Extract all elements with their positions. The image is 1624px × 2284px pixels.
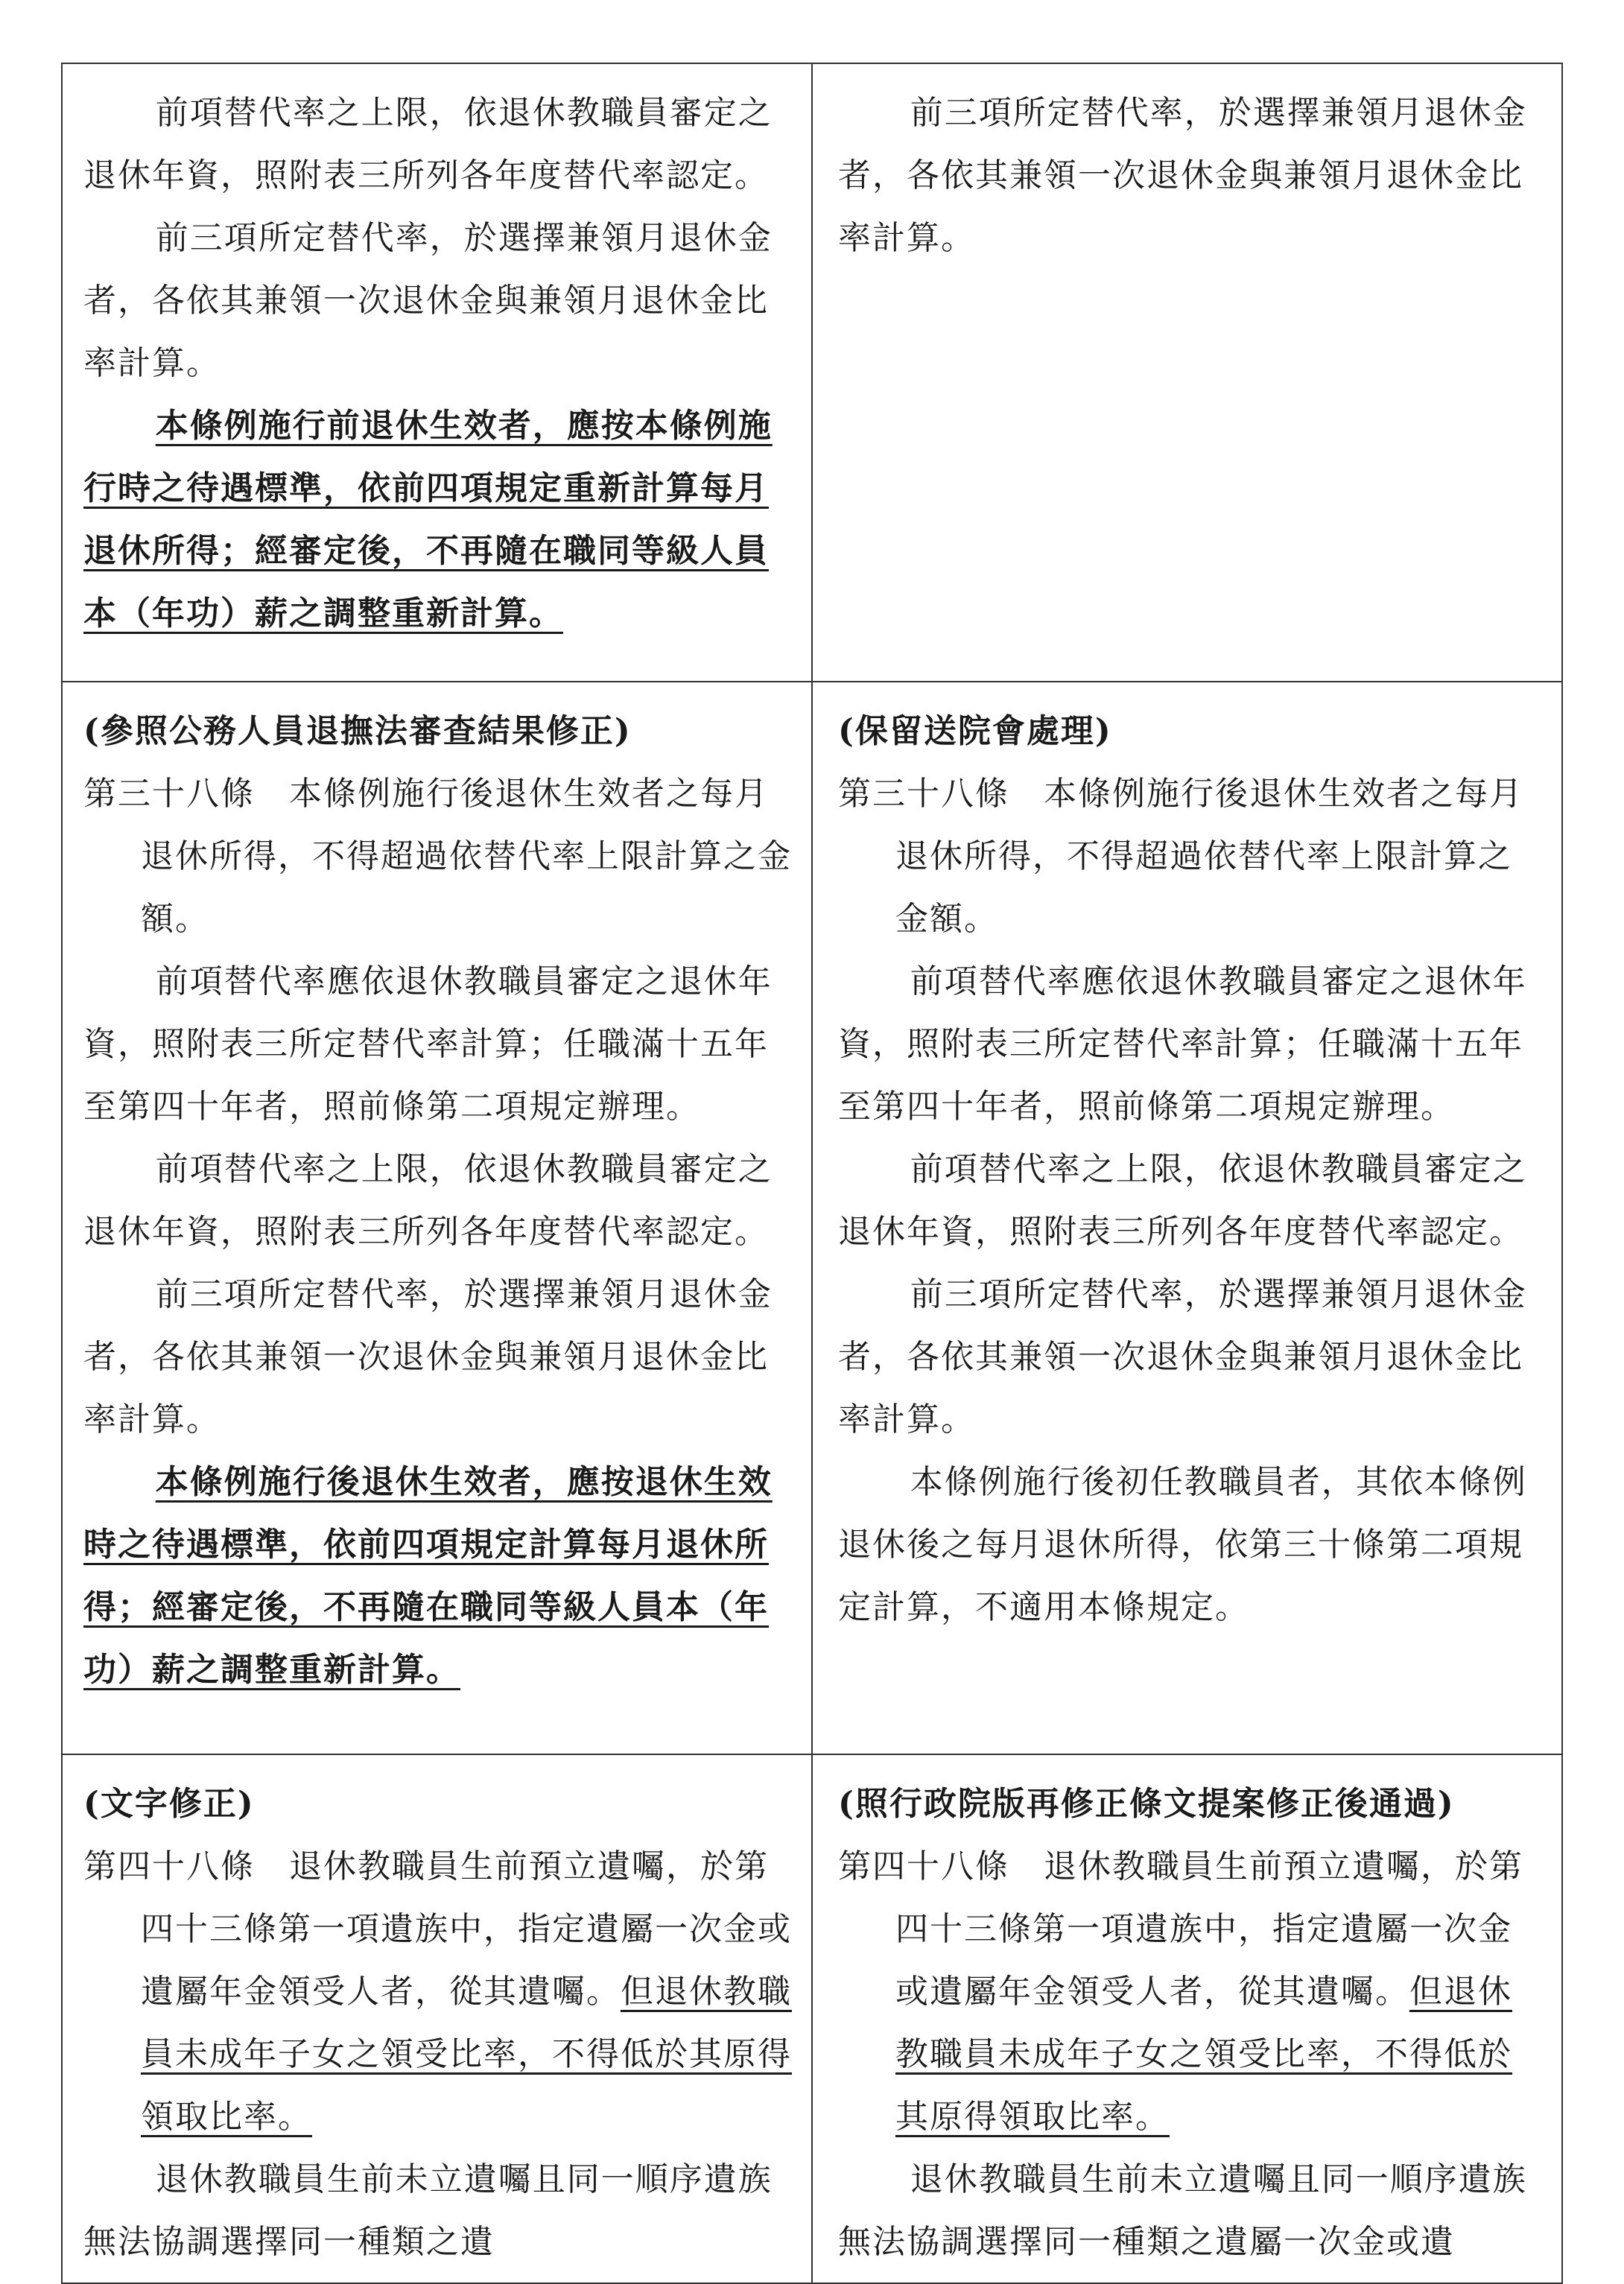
paragraph: 前項替代率之上限，依退休教職員審定之退休年資，照附表三所列各年度替代率認定。 (83, 94, 773, 194)
review-note: (參照公務人員退撫法審查結果修正) (83, 712, 632, 750)
paragraph: 前三項所定替代率，於選擇兼領月退休金者，各依其兼領一次退休金與兼領月退休金比率計算。 (838, 94, 1527, 257)
review-note: (保留送院會處理) (838, 712, 1112, 750)
right-cell (812, 63, 1562, 682)
paragraph: 前項替代率應依退休教職員審定之退休年資，照附表三所定替代率計算；任職滿十五年至第四十年者，照前條第二項規定辦理。 (838, 962, 1527, 1126)
paragraph: 本條例施行後初任教職員者，其依本條例退休後之每月退休所得，依第三十條第二項規定計算，不適用本條規定。 (838, 1463, 1527, 1626)
article-heading: 第三十八條 本條例施行後退休生效者之每月退休所得，不得超過依替代率上限計算之金額。 (83, 775, 792, 938)
paragraph: 前三項所定替代率，於選擇兼領月退休金者，各依其兼領一次退休金與兼領月退休金比率計算。 (838, 1275, 1527, 1438)
paragraph: 前項替代率之上限，依退休教職員審定之退休年資，照附表三所列各年度替代率認定。 (838, 1150, 1527, 1251)
comparison-table (61, 63, 1563, 2284)
review-note: (文字修正) (83, 1785, 255, 1823)
paragraph: 退休教職員生前未立遺囑且同一順序遺族無法協調選擇同一種類之遺 (83, 2160, 773, 2261)
underlined-text: 但退休教職員未成年子女之領受比率，不得低於其原得領取比率。 (895, 1973, 1512, 2136)
underlined-text: 本條例施行前退休生效者，應按本條例施行時之待遇標準，依前四項規定重新計算每月退休所得；經審定後，不再隨在職同等級人員本（年功）薪之調整重新計算。 (83, 407, 773, 632)
table-row (62, 1754, 1562, 2283)
right-cell (812, 1754, 1562, 2283)
left-cell (62, 1754, 812, 2283)
article-heading: 第三十八條 本條例施行後退休生效者之每月退休所得，不得超過依替代率上限計算之金額。 (838, 775, 1523, 938)
table-row (62, 63, 1562, 682)
paragraph: 退休教職員生前未立遺囑且同一順序遺族無法協調選擇同一種類之遺屬一次金或遺 (838, 2160, 1527, 2261)
paragraph-amendment (83, 395, 792, 645)
left-cell (62, 63, 812, 682)
paragraph: 前項替代率之上限，依退休教職員審定之退休年資，照附表三所列各年度替代率認定。 (83, 1150, 773, 1251)
review-note: (照行政院版再修正條文提案修正後通過) (838, 1785, 1455, 1823)
right-cell (812, 682, 1562, 1754)
left-cell (62, 682, 812, 1754)
paragraph-amendment (83, 1451, 792, 1701)
article-heading: 第四十八條 退休教職員生前預立遺囑，於第四十三條第一項遺族中，指定遺屬一次金或遺屬年金領受人者，從其遺囑。但退休教職員未成年子女之領受比率，不得低於其原得領取比率。 (83, 1847, 792, 2136)
paragraph: 前項替代率應依退休教職員審定之退休年資，照附表三所定替代率計算；任職滿十五年至第四十年者，照前條第二項規定辦理。 (83, 962, 773, 1126)
paragraph: 前三項所定替代率，於選擇兼領月退休金者，各依其兼領一次退休金與兼領月退休金比率計算。 (83, 219, 773, 382)
paragraph: 前三項所定替代率，於選擇兼領月退休金者，各依其兼領一次退休金與兼領月退休金比率計算。 (83, 1275, 773, 1438)
underlined-text: 本條例施行後退休生效者，應按退休生效時之待遇標準，依前四項規定計算每月退休所得；經審定後，不再隨在職同等級人員本（年功）薪之調整重新計算。 (83, 1463, 773, 1689)
table-row (62, 682, 1562, 1754)
article-heading: 第四十八條 退休教職員生前預立遺囑，於第四十三條第一項遺族中，指定遺屬一次金或遺屬年金領受人者，從其遺囑。但退休教職員未成年子女之領受比率，不得低於其原得領取比率。 (838, 1847, 1523, 2136)
underlined-text: 但退休教職員未成年子女之領受比率，不得低於其原得領取比率。 (141, 1973, 792, 2136)
